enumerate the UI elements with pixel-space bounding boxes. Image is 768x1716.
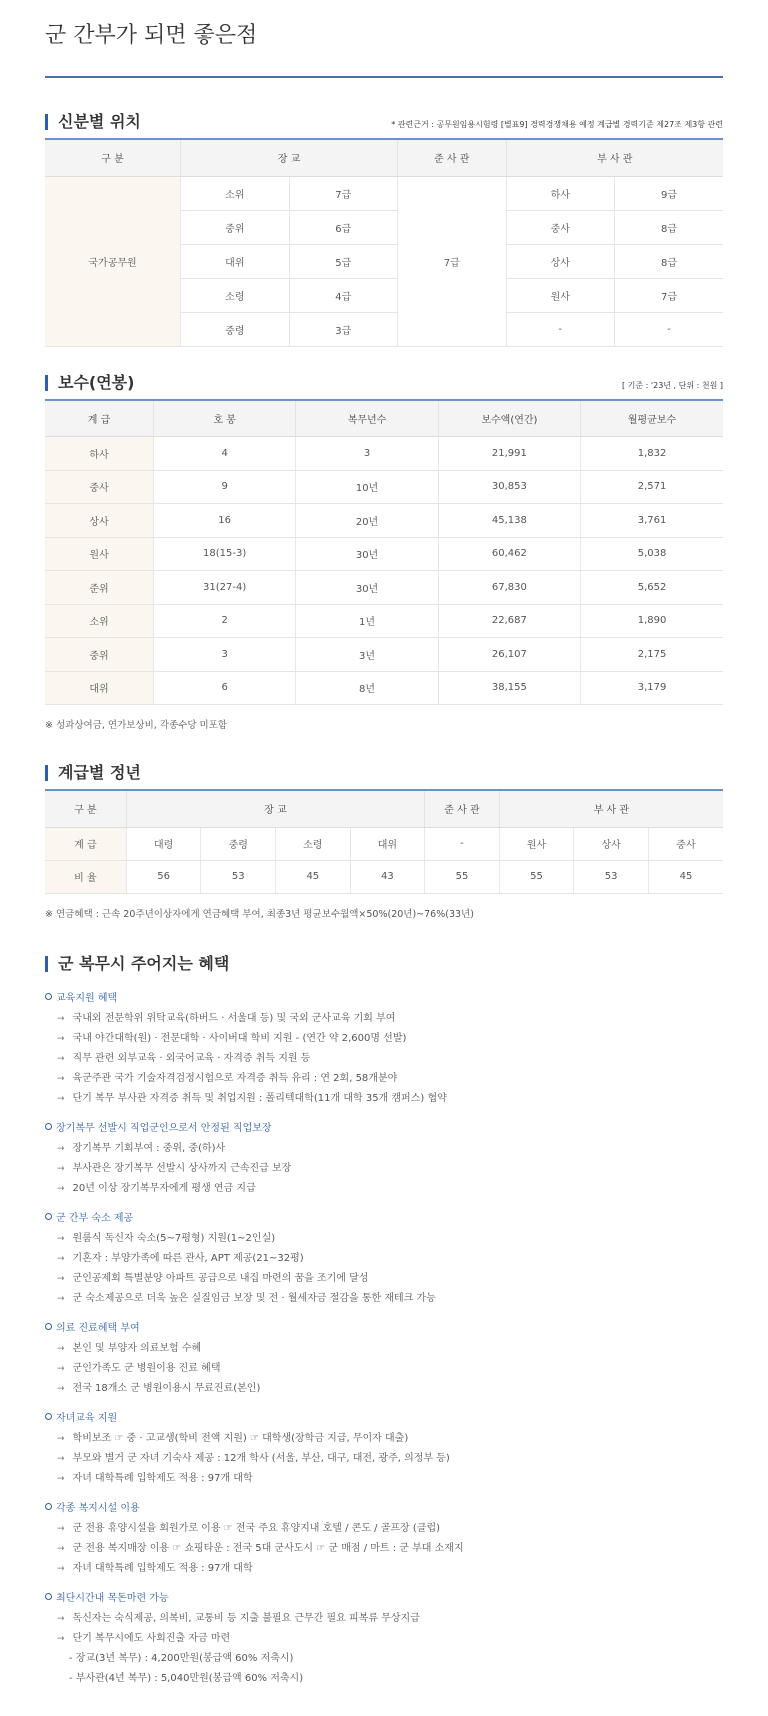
list-item	[45, 1089, 723, 1109]
rank-position-table	[45, 138, 723, 347]
value-cell: 1년	[296, 604, 438, 638]
age-cell: 53	[201, 860, 276, 893]
value-cell: 60,462	[438, 537, 580, 571]
list-item	[45, 1289, 723, 1309]
arrow-right-icon: →	[57, 1543, 65, 1554]
nco-rank: -	[506, 312, 614, 346]
arrow-right-icon: →	[57, 1143, 65, 1154]
value-cell: 16	[153, 504, 295, 538]
row-label: 국가공무원	[45, 176, 181, 346]
arrow-right-icon: →	[57, 1453, 65, 1464]
circle-bullet-icon	[45, 1593, 52, 1600]
benefit-group-header	[45, 1118, 723, 1136]
retirement-table	[45, 789, 723, 894]
benefit-group	[45, 1208, 723, 1309]
rank-cell: 대령	[126, 827, 201, 860]
officer-grade: 4급	[289, 278, 397, 312]
sub-list-item: - 부사관(4년 복무) : 5,040만원(봉급액 60% 저축시)	[69, 1672, 304, 1684]
age-cell: 55	[499, 860, 574, 893]
arrow-right-icon: →	[57, 1343, 65, 1354]
section-header	[45, 372, 723, 392]
arrow-right-icon: →	[57, 1233, 65, 1244]
value-cell: 31(27-4)	[153, 571, 295, 605]
arrow-right-icon: →	[57, 1433, 65, 1444]
pension-footnote: ※ 연금혜택 : 근속 20주년이상자에게 연금혜택 부여, 최종3년 평균보수월액×50%(20년)~76%(33년)	[45, 908, 474, 920]
nco-rank: 상사	[506, 244, 614, 278]
age-cell: 45	[276, 860, 351, 893]
list-item-text: 직무 관련 외부교육 · 외국어교육 · 자격증 취득 지원 등	[72, 1052, 311, 1064]
value-cell: 4	[153, 437, 295, 471]
list-item-text: 군 전용 복지매장 이용 ☞ 쇼핑타운 : 전국 5대 군사도시 ☞ 군 매점 / 마트 : 군 부대 소재지	[72, 1542, 464, 1554]
benefit-group	[45, 1318, 723, 1399]
value-cell: 8년	[296, 671, 438, 705]
benefit-group-title: 교육지원 혜택	[56, 993, 118, 1004]
benefit-group	[45, 1588, 723, 1689]
list-item-text: 본인 및 부양자 의료보험 수혜	[72, 1342, 202, 1354]
salary-section	[45, 372, 723, 732]
list-item	[45, 1249, 723, 1269]
legal-basis-note: * 관련근거 : 공무원임용시험령 [별표9] 경력경쟁채용 예정 계급별 경력기준 제27조 제3항 관련	[391, 120, 723, 129]
rank-cell: 상사	[574, 827, 649, 860]
rank-cell: 중사	[648, 827, 723, 860]
value-cell: 67,830	[438, 571, 580, 605]
benefit-group-header	[45, 1208, 723, 1226]
list-item-text: 학비보조 ☞ 중 · 고교생(학비 전액 지원) ☞ 대학생(장학금 지급, 무이자 대출)	[72, 1432, 409, 1444]
circle-bullet-icon	[45, 1213, 52, 1220]
retirement-section	[45, 765, 723, 920]
section-title: 계급별 정년	[45, 765, 141, 781]
benefit-group-header	[45, 1588, 723, 1606]
age-cell: 45	[648, 860, 723, 893]
benefit-group-title: 군 간부 숙소 제공	[56, 1213, 134, 1224]
list-item-text: 군인공제회 특별분양 아파트 공급으로 내집 마련의 꿈을 조기에 달성	[72, 1272, 369, 1284]
header-nco: 부 사 관	[506, 139, 723, 176]
arrow-right-icon: →	[57, 1073, 65, 1084]
rank-position-section	[45, 114, 723, 347]
officer-rank: 중위	[181, 210, 289, 244]
value-cell: 21,991	[438, 437, 580, 471]
benefit-group	[45, 988, 723, 1109]
value-cell: 5,038	[581, 537, 723, 571]
value-cell: 3,761	[581, 504, 723, 538]
list-item	[45, 1539, 723, 1559]
section-header	[45, 953, 723, 973]
salary-table	[45, 399, 723, 706]
arrow-right-icon: →	[57, 1473, 65, 1484]
list-item-text: 자녀 대학특례 입학제도 적용 : 97개 대학	[72, 1562, 253, 1574]
age-cell: 53	[574, 860, 649, 893]
value-cell: 1,890	[581, 604, 723, 638]
value-cell: 22,687	[438, 604, 580, 638]
list-item	[45, 1519, 723, 1539]
list-item-text: 20년 이상 장기복무자에게 평생 연금 지급	[72, 1182, 256, 1194]
nco-grade: 9급	[614, 176, 723, 210]
value-cell: 30,853	[438, 470, 580, 504]
header-officer: 장 교	[126, 790, 424, 827]
benefit-group-header	[45, 1498, 723, 1516]
circle-bullet-icon	[45, 1413, 52, 1420]
value-cell: 10년	[296, 470, 438, 504]
list-item	[45, 1069, 723, 1089]
sub-list-item: - 장교(3년 복무) : 4,200만원(봉급액 60% 저축시)	[69, 1652, 294, 1664]
list-item-text: 국내외 전문학위 위탁교육(하버드 · 서울대 등) 및 국외 군사교육 기회 부여	[72, 1012, 396, 1024]
benefit-groups	[45, 988, 723, 1689]
list-item-text: 군 전용 휴양시설을 회원가로 이용 ☞ 전국 주요 휴양지내 호텔 / 콘도 / 골프장 (클럽)	[72, 1522, 441, 1534]
value-cell: 2,175	[581, 638, 723, 672]
nco-rank: 원사	[506, 278, 614, 312]
rank-cell: 대위	[350, 827, 425, 860]
header-category: 구 분	[45, 790, 126, 827]
benefit-group-title: 각종 복지시설 이용	[56, 1503, 140, 1514]
section-title: 군 복무시 주어지는 혜택	[45, 956, 229, 972]
list-item	[45, 1049, 723, 1069]
arrow-right-icon: →	[57, 1053, 65, 1064]
value-cell: 3	[296, 437, 438, 471]
nco-rank: 중사	[506, 210, 614, 244]
list-item-text: 부모와 별거 군 자녀 기숙사 제공 : 12개 학사 (서울, 부산, 대구, 대전, 광주, 의정부 등)	[72, 1452, 450, 1464]
list-item	[45, 1629, 723, 1649]
list-item-text: 군인가족도 군 병원이용 진료 혜택	[72, 1362, 221, 1374]
value-cell: 6	[153, 671, 295, 705]
list-item	[45, 1269, 723, 1289]
officer-grade: 7급	[289, 176, 397, 210]
rank-cell: 중령	[201, 827, 276, 860]
header-officer: 장 교	[181, 139, 398, 176]
list-item-text: 독신자는 숙식제공, 의복비, 교통비 등 지출 불필요 근무간 필요 피복류 무상지급	[72, 1612, 420, 1624]
list-item	[45, 1559, 723, 1579]
rank-cell: 하사	[45, 437, 153, 471]
arrow-right-icon: →	[57, 1563, 65, 1574]
list-item-text: 단기 복무 부사관 자격증 취득 및 취업지원 : 폴리텍대학(11개 대학 35개 캠퍼스) 협약	[72, 1092, 447, 1104]
list-item-text: 국내 야간대학(원) · 전문대학 · 사이버대 학비 지원 - (연간 약 2,600명 선발)	[72, 1032, 407, 1044]
value-cell: 26,107	[438, 638, 580, 672]
list-item	[45, 1029, 723, 1049]
header-category: 구 분	[45, 139, 181, 176]
salary-footnote: ※ 성과상여금, 연가보상비, 각종수당 미포함	[45, 720, 228, 731]
list-item-text: 원룸식 독신자 숙소(5~7평형) 지원(1~2인실)	[72, 1232, 276, 1244]
value-cell: 18(15-3)	[153, 537, 295, 571]
arrow-right-icon: →	[57, 1363, 65, 1374]
list-item-text: 부사관은 장기복무 선발시 상사까지 근속진급 보장	[72, 1162, 292, 1174]
value-cell: 38,155	[438, 671, 580, 705]
officer-rank: 중령	[181, 312, 289, 346]
arrow-right-icon: →	[57, 1163, 65, 1174]
officer-rank: 소령	[181, 278, 289, 312]
header-warrant: 준 사 관	[425, 790, 500, 827]
arrow-right-icon: →	[57, 1613, 65, 1624]
list-item	[45, 1179, 723, 1199]
list-item	[45, 1429, 723, 1449]
benefit-group-title: 자녀교육 지원	[56, 1413, 118, 1424]
benefit-group-title: 최단시간내 목돈마련 가능	[56, 1593, 169, 1604]
benefit-group-header	[45, 1318, 723, 1336]
benefit-group	[45, 1498, 723, 1579]
list-item	[45, 1469, 723, 1489]
circle-bullet-icon	[45, 1123, 52, 1130]
officer-grade: 3급	[289, 312, 397, 346]
table-row	[45, 604, 723, 638]
section-title: 보수(연봉)	[45, 375, 134, 391]
header-warrant: 준 사 관	[398, 139, 506, 176]
value-cell: 1,832	[581, 437, 723, 471]
nco-grade: 7급	[614, 278, 723, 312]
row-label: 계 급	[45, 827, 126, 860]
value-cell: 30년	[296, 537, 438, 571]
section-header	[45, 114, 723, 130]
list-item-text: 군 숙소제공으로 더욱 높은 실질임금 보장 및 전 · 월세자금 절감을 통한 재테크 가능	[72, 1292, 436, 1304]
benefit-group	[45, 1408, 723, 1489]
circle-bullet-icon	[45, 1323, 52, 1330]
benefit-group-header	[45, 1408, 723, 1426]
age-cell: 43	[350, 860, 425, 893]
value-cell: 30년	[296, 571, 438, 605]
value-cell: 2,571	[581, 470, 723, 504]
arrow-right-icon: →	[57, 1183, 65, 1194]
officer-grade: 6급	[289, 210, 397, 244]
arrow-right-icon: →	[57, 1093, 65, 1104]
column-header: 복무년수	[296, 400, 438, 437]
header-nco: 부 사 관	[499, 790, 723, 827]
value-cell: 3	[153, 638, 295, 672]
value-cell: 9	[153, 470, 295, 504]
rank-cell: 원사	[45, 537, 153, 571]
column-header: 계 급	[45, 400, 153, 437]
table-row	[45, 638, 723, 672]
value-cell: 3,179	[581, 671, 723, 705]
officer-grade: 5급	[289, 244, 397, 278]
rank-cell: 소령	[276, 827, 351, 860]
benefit-group-title: 장기복무 선발시 직업군인으로서 안정된 직업보장	[56, 1123, 272, 1134]
benefit-group-header	[45, 988, 723, 1006]
circle-bullet-icon	[45, 993, 52, 1000]
list-item	[45, 1139, 723, 1159]
list-item	[45, 1009, 723, 1029]
table-row	[45, 860, 723, 893]
list-item	[45, 1449, 723, 1469]
list-item	[45, 1159, 723, 1179]
list-item	[45, 1339, 723, 1359]
nco-grade: 8급	[614, 210, 723, 244]
table-row	[45, 437, 723, 471]
list-item	[45, 1229, 723, 1249]
nco-grade: -	[614, 312, 723, 346]
rank-cell: 소위	[45, 604, 153, 638]
column-header: 보수액(연간)	[438, 400, 580, 437]
list-item	[45, 1379, 723, 1399]
table-row	[45, 504, 723, 538]
section-header	[45, 765, 723, 781]
table-row	[45, 176, 723, 210]
list-item	[45, 1359, 723, 1379]
officer-rank: 소위	[181, 176, 289, 210]
list-item-text: 기혼자 : 부양가족에 따른 관사, APT 제공(21~32평)	[72, 1252, 304, 1264]
benefit-group-title: 의료 진료혜택 부여	[56, 1323, 140, 1334]
value-cell: 2	[153, 604, 295, 638]
table-row	[45, 827, 723, 860]
list-item	[45, 1609, 723, 1629]
list-item-text: 장기복무 기회부여 : 중위, 중(하)사	[72, 1142, 226, 1154]
list-item-text: 자녀 대학특례 입학제도 적용 : 97개 대학	[72, 1472, 253, 1484]
benefit-group	[45, 1118, 723, 1199]
circle-bullet-icon	[45, 1503, 52, 1510]
table-row	[45, 537, 723, 571]
table-row	[45, 470, 723, 504]
arrow-right-icon: →	[57, 1293, 65, 1304]
officer-rank: 대위	[181, 244, 289, 278]
value-cell: 20년	[296, 504, 438, 538]
arrow-right-icon: →	[57, 1523, 65, 1534]
arrow-right-icon: →	[57, 1633, 65, 1644]
column-header: 호 봉	[153, 400, 295, 437]
arrow-right-icon: →	[57, 1383, 65, 1394]
column-header: 월평균보수	[581, 400, 723, 437]
value-cell: 45,138	[438, 504, 580, 538]
rank-cell: 대위	[45, 671, 153, 705]
table-row	[45, 671, 723, 705]
rank-cell: 원사	[499, 827, 574, 860]
rank-cell: 준위	[45, 571, 153, 605]
salary-basis-note: [ 기준 : '23년 , 단위 : 천원 ]	[622, 380, 723, 390]
rank-cell: 중사	[45, 470, 153, 504]
table-row	[45, 571, 723, 605]
age-cell: 56	[126, 860, 201, 893]
nco-rank: 하사	[506, 176, 614, 210]
list-item-text: 육군주관 국가 기술자격검정시험으로 자격증 취득 유리 : 연 2회, 58개분야	[72, 1072, 398, 1084]
arrow-right-icon: →	[57, 1253, 65, 1264]
warrant-grade: 7급	[398, 176, 506, 346]
arrow-right-icon: →	[57, 1013, 65, 1024]
rank-cell: -	[425, 827, 500, 860]
value-cell: 5,652	[581, 571, 723, 605]
page-title: 군 간부가 되면 좋은점	[45, 0, 723, 78]
rank-cell: 중위	[45, 638, 153, 672]
benefits-section	[45, 953, 723, 1689]
rank-cell: 상사	[45, 504, 153, 538]
value-cell: 3년	[296, 638, 438, 672]
age-cell: 55	[425, 860, 500, 893]
row-label: 비 율	[45, 860, 126, 893]
arrow-right-icon: →	[57, 1273, 65, 1284]
list-item-text: 전국 18개소 군 병원이용시 무료진료(본인)	[72, 1382, 261, 1394]
nco-grade: 8급	[614, 244, 723, 278]
section-title: 신분별 위치	[45, 114, 141, 130]
list-item-text: 단기 복무시에도 사회진출 자금 마련	[72, 1632, 231, 1644]
arrow-right-icon: →	[57, 1033, 65, 1044]
